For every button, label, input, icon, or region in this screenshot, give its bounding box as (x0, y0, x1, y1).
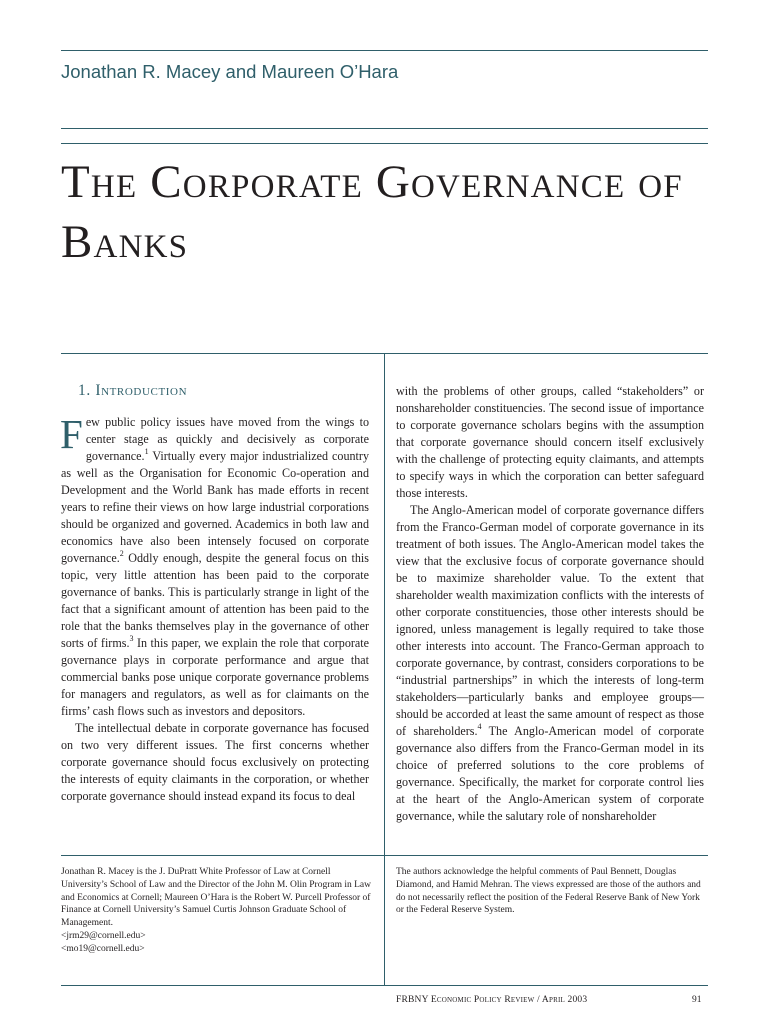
footnote-ref: 4 (477, 722, 482, 731)
drop-cap: F (60, 411, 83, 457)
journal-footer: FRBNY Economic Policy Review / April 2003 (396, 995, 588, 1005)
intro-paragraph-1: Few public policy issues have moved from the wings to center stage as quickly and decisively as corporate governance.$^1$ Virtually every major industrialized country as well as the Organisation for Economic Co-operation and Development and the World Bank has made efforts in recent years to refine their views on how large industrial corporations should be organized and governed. Academics in both law and economics have also been intensely focused on corporate governance.$^2$ Oddly enough, despite the general focus on this topic, very little attention has been paid to the corporate governance of banks. This is particularly strange in light of the fact that a significant amount of attention has been paid to the role that the banks themselves play in the governance of other sorts of firms.$^3$ In this paper, we explain the role that corporate governance plays in corporate performance and argue that commercial banks pose unique corporate governance problems for managers and regulators, as well as for claimants on the firms’ cash flows such as investors and depositors. (60, 411, 369, 718)
footer-rule-right (384, 985, 708, 986)
footer-rule-left (61, 985, 384, 986)
footnote-ref: 3 (129, 634, 134, 643)
footnote-ref: 2 (119, 549, 124, 558)
acknowledgments-note (396, 866, 708, 917)
article-title: The Corporate Governance of Banks (61, 156, 683, 268)
section-number: 1. (78, 382, 91, 399)
page-number: 91 (692, 995, 702, 1005)
footnote-ref: 1 (144, 447, 149, 456)
notes-divider (384, 855, 385, 985)
right-column (396, 383, 704, 825)
title-rule-lower (61, 143, 708, 144)
column-divider (384, 353, 385, 855)
acknowledgments: The authors acknowledge the helpful comments of Paul Bennett, Douglas Diamond, and Hamid Mehran. The views expressed are those of the authors and do not necessarily reflect the position of the Federal Reserve Bank of New York or the Federal Reserve System. (396, 867, 701, 916)
author-email-1: <jrm29@cornell.edu> (61, 930, 146, 941)
body-paragraph-continued: with the problems of other groups, called “stakeholders” or nonshareholder constituencies. The second issue of importance to corporate governance scholars begins with the assumption that corporate governance should concern itself exclusively with the challenge of protecting equity claimants, and attempts to specify ways in which the corporation can better safeguard those interests. (396, 384, 704, 500)
section-title: Introduction (95, 382, 188, 399)
author-email-2: <mo19@cornell.edu> (61, 943, 145, 954)
title-rule-upper (61, 128, 708, 129)
body-paragraph-models: The Anglo-American model of corporate governance differs from the Franco-German model of corporate governance in its treatment of both issues. The Anglo-American model takes the view that the exclusive focus of corporate governance should be to maximize shareholder value. To the extent that shareholder wealth maximization conflicts with the interests of other corporate constituencies, those other interests should be ignored, unless management is legally required to take those other interests into account. The Franco-German approach to corporate governance, by contrast, considers corporations to be “industrial partnerships” in which the interests of long-term stakeholders—particularly banks and employee groups—should be accorded at least the same amount of respect as those of shareholders.$^4$ The Anglo-American model of corporate governance also differs from the Franco-German model in its choice of preferred solutions to the core problems of governance. Specifically, the market for corporate control lies at the heart of the Anglo-American system of corporate governance, while the salutary role of nonshareholder (396, 503, 704, 823)
left-column (61, 381, 369, 805)
author-bio: Jonathan R. Macey is the J. DuPratt White Professor of Law at Cornell University’s School of Law and the Director of the John M. Olin Program in Law and Economics at Cornell; Maureen O’Hara is the Robert W. Purcell Professor of Finance at Cornell University’s Samuel Curtis Johnson Graduate School of Management. (61, 867, 372, 929)
author-names: Jonathan R. Macey and Maureen O’Hara (61, 61, 399, 82)
intro-paragraph-2: The intellectual debate in corporate governance has focused on two very different issues. The first concerns whether corporate governance should focus exclusively on protecting the interests of equity claimants in the corporation, or whether corporate governance should instead expand its focus to deal (61, 721, 369, 803)
top-rule (61, 50, 708, 51)
author-bio-note (61, 866, 371, 956)
section-heading (61, 381, 369, 401)
